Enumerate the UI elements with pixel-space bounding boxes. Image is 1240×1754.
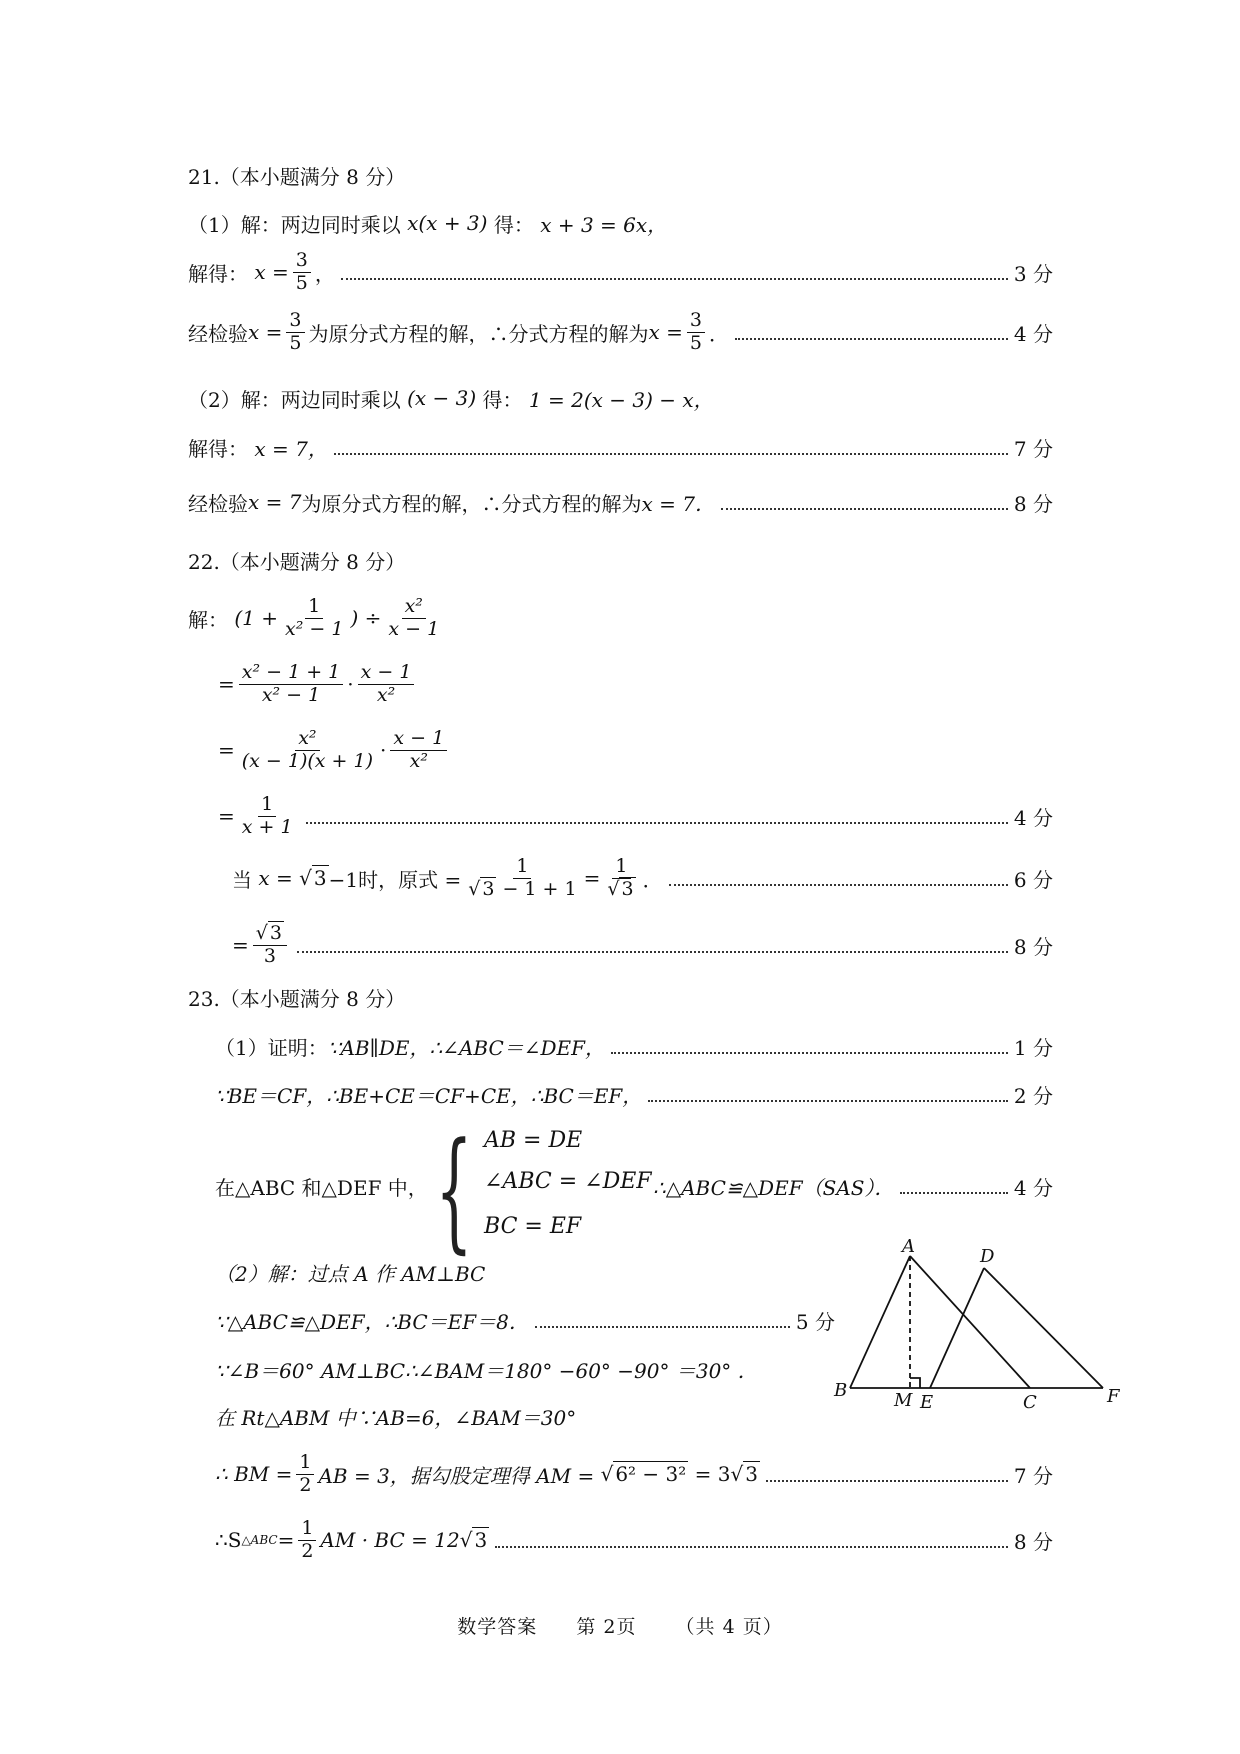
score: 4 分 <box>1013 321 1053 346</box>
page-footer <box>0 1612 1240 1639</box>
label-a: A <box>902 1238 915 1257</box>
q23-line8: ∴ BM = $\frac{1}{2}$ AB = 3，据勾股定理得 AM = √ 6² − 3² = 3 √ 3 7 分 <box>215 1450 1053 1496</box>
dot-leader <box>735 338 1008 340</box>
segment-df <box>984 1268 1103 1388</box>
dot-leader <box>766 1480 1008 1482</box>
fraction-3-5: $\frac{3}{5}$ <box>293 250 311 295</box>
footer-total: （共 4 页） <box>675 1616 783 1638</box>
score: 4 分 <box>1013 1175 1053 1200</box>
q22-header: 22.（本小题满分 8 分） <box>188 549 406 574</box>
dot-leader <box>900 1192 1007 1194</box>
dot-leader <box>611 1052 1008 1054</box>
q21-check1-line: 经检验 x = $\frac{3}{5}$ 为原分式方程的解，∴分式方程的解为 x = $\frac{3}{5}$ ． 4 分 <box>188 308 1053 354</box>
dot-leader <box>669 884 1008 886</box>
system-brace: { <box>435 1114 473 1266</box>
right-angle-mark <box>910 1378 920 1388</box>
score: 3 分 <box>1013 261 1053 286</box>
label-m: M <box>894 1390 913 1411</box>
score: 7 分 <box>1013 1463 1053 1488</box>
segment-ac <box>910 1256 1030 1388</box>
q21-solution1-line: 解得： x = $\frac{3}{5}$ ， 3 分 <box>188 248 1053 294</box>
dot-leader <box>341 278 1008 280</box>
q23-line3: 在△ABC 和△DEF 中， ∴△ABC≌△DEF（SAS）． 4 分 <box>215 1166 1053 1206</box>
q22-expression-line: 解： (1 + $\frac{1}{\text{x² − 1}}$ ) ÷ $\frac{\text{x²}}{x - 1}$ <box>188 594 440 640</box>
dot-leader <box>334 453 1008 455</box>
label-c: C <box>1023 1392 1037 1413</box>
footer-page: 第 2页 <box>576 1616 637 1638</box>
dot-leader <box>297 951 1008 953</box>
label-f: F <box>1107 1386 1120 1407</box>
q21-part1-line: （1）解： 两边同时乘以 x(x + 3) 得： x + 3 = 6x， <box>188 211 668 237</box>
q22-step4-line: = $\frac{1}{x + 1}$ 4 分 <box>218 792 1053 838</box>
q21-part2-line: （2）解： 两边同时乘以 (x − 3) 得： 1 = 2(x − 3) − x， <box>188 386 714 412</box>
dot-leader <box>306 822 1008 824</box>
score: 1 分 <box>1013 1035 1053 1060</box>
label-e: E <box>920 1392 934 1413</box>
q23-line6: ∵∠B＝60° AM⊥BC∴∠BAM＝180° −60° −90° ＝30° ． <box>215 1358 758 1383</box>
q23-line2: ∵BE＝CF，∴BE+CE＝CF+CE，∴BC＝EF， 2 分 <box>215 1074 1053 1114</box>
q23-line7: 在 Rt△ABM 中∵AB=6，∠BAM＝30° <box>215 1405 577 1430</box>
system-eq2: ∠ABC = ∠DEF <box>484 1169 652 1194</box>
q22-final-line: = $\frac{√ 3}{3}$ 8 分 <box>232 921 1053 967</box>
triangle-figure <box>830 1238 1130 1418</box>
score: 7 分 <box>1013 436 1053 461</box>
system-eq1: AB = DE <box>484 1128 583 1153</box>
dot-leader <box>648 1100 1008 1102</box>
q23-line5: ∵△ABC≌△DEF，∴BC＝EF＝8． 5 分 <box>215 1300 835 1340</box>
score: 8 分 <box>1013 1529 1053 1554</box>
score: 8 分 <box>1013 934 1053 959</box>
q23-line4: （2）解：过点 A 作 AM⊥BC <box>215 1261 486 1286</box>
q22-step3-line: = $\frac{\text{x²}}{(x - 1)(x + 1)}$ · x − 1 x² <box>218 730 1053 770</box>
label-b: B <box>834 1380 848 1401</box>
score: 8 分 <box>1013 491 1053 516</box>
dot-leader <box>721 508 1008 510</box>
q23-line9: ∴S △ABC = $\frac{1}{2}$ AM · BC = 12 √ 3 8 分 <box>215 1516 1053 1562</box>
q21-header: 21.（本小题满分 8 分） <box>188 164 406 189</box>
q23-line1: （1）证明： ∵AB∥DE，∴∠ABC＝∠DEF， 1 分 <box>215 1026 1053 1066</box>
segment-ab <box>850 1256 910 1388</box>
score: 4 分 <box>1013 805 1053 830</box>
q21-check2-line: 经检验 x = 7 为原分式方程的解，∴分式方程的解为 x = 7． 8 分 <box>188 482 1053 522</box>
score: 2 分 <box>1013 1083 1053 1108</box>
q21-solution2-line: 解得： x = 7， 7 分 <box>188 427 1053 467</box>
system-eq3: BC = EF <box>484 1214 582 1239</box>
score: 5 分 <box>795 1309 835 1334</box>
q23-header: 23.（本小题满分 8 分） <box>188 986 406 1011</box>
score: 6 分 <box>1013 867 1053 892</box>
q22-step2-line: = $\frac{\text{x² − 1 + 1}}{\text{x² − 1}}$ · x − 1 x² <box>218 664 1053 704</box>
label-d: D <box>980 1246 995 1267</box>
dot-leader <box>495 1546 1008 1548</box>
q22-substitute-line: 当 x = √ 3 −1时，原式 = $\frac{1}{√ 3 - 1 + 1}$ = $\frac{1}{√ 3}$ ． 6 分 <box>232 854 1053 900</box>
footer-subject: 数学答案 <box>457 1616 538 1638</box>
dot-leader <box>535 1326 790 1328</box>
